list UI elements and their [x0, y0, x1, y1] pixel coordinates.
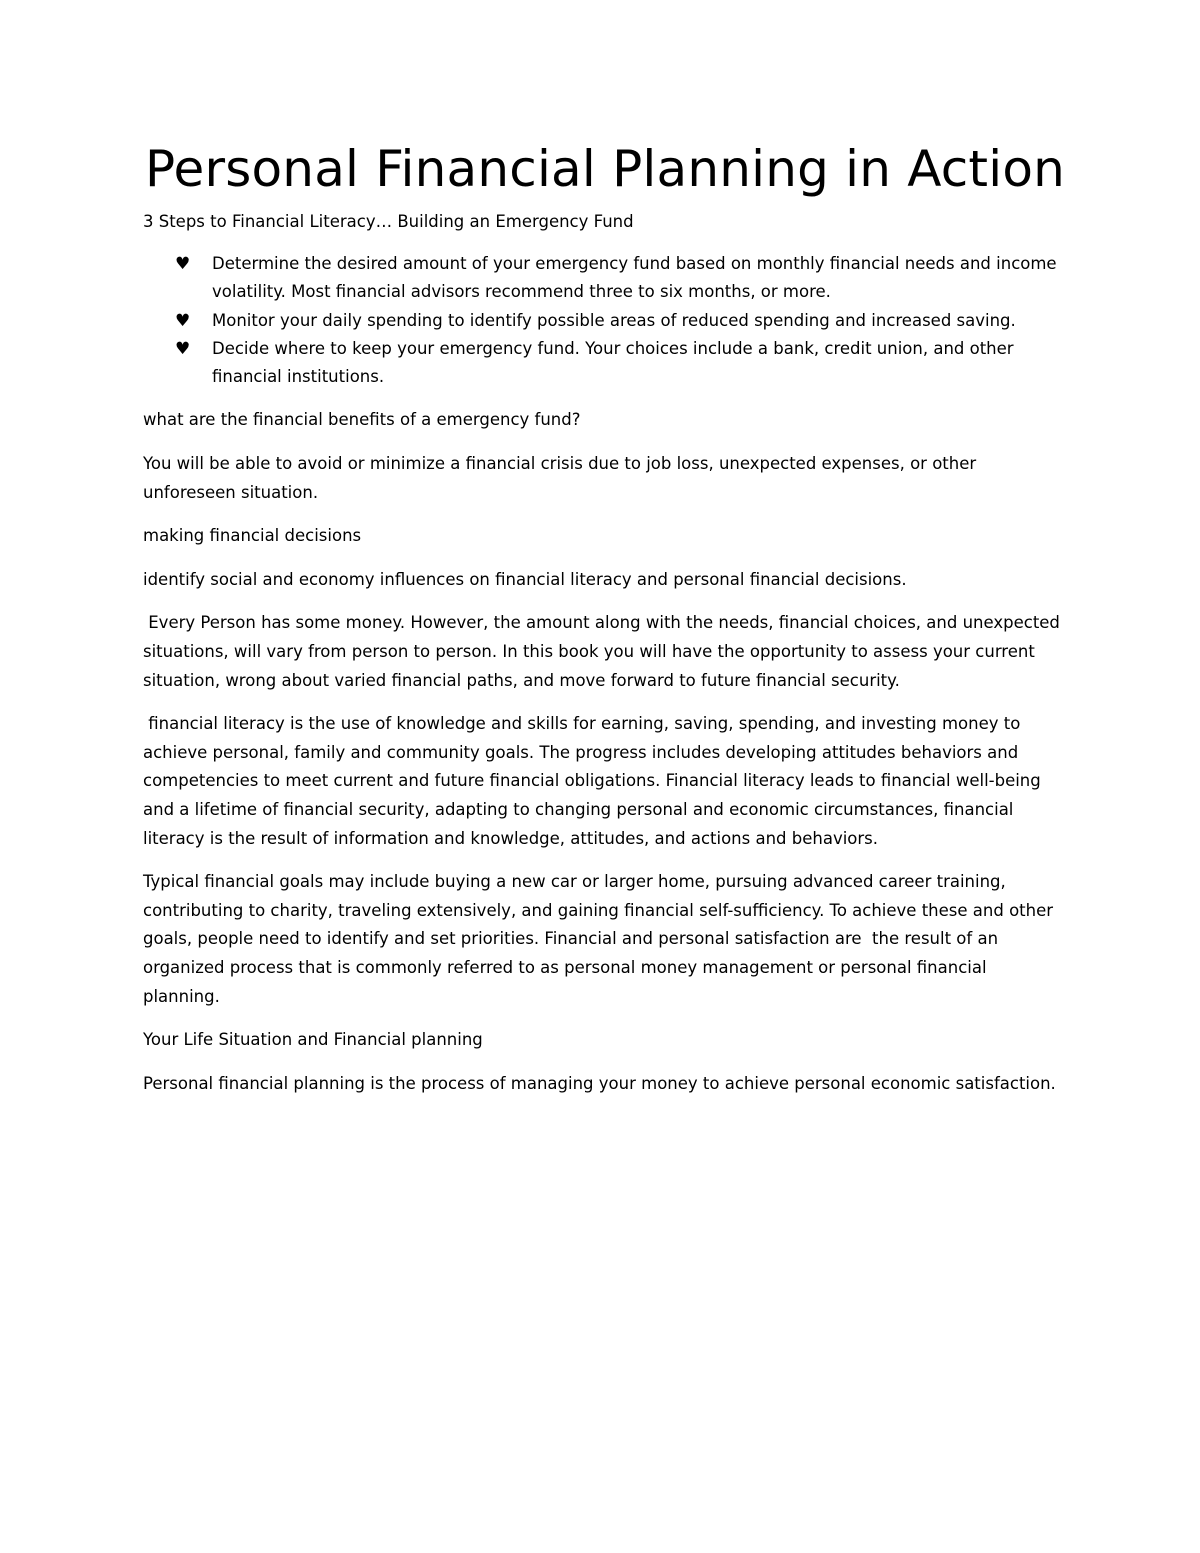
list-item: [143, 335, 1067, 392]
step-text: Monitor your daily spending to identify possible areas of reduced spending and increased saving.: [212, 310, 1016, 330]
heart-icon: ♥: [175, 310, 191, 331]
step-text: Determine the desired amount of your emergency fund based on monthly financial needs and income volatility. Most financial advisors recommend three to six months, or more.: [212, 254, 1057, 302]
body-paragraph: Every Person has some money. However, the amount along with the needs, financial choices, and unexpected situations, will vary from person to person. In this book you will have the opportunity to assess your current situation, wrong about varied financial paths, and move forward to future financial security.: [143, 613, 1066, 690]
list-item: [143, 307, 1067, 335]
list-item: [143, 250, 1067, 307]
objective-paragraph: identify social and economy influences on financial literacy and personal financial decisions.: [143, 569, 907, 589]
heart-icon: ♥: [175, 254, 191, 274]
body-paragraph: financial literacy is the use of knowledge and skills for earning, saving, spending, and investing money to achieve personal, family and community goals. The progress includes developing attitudes behaviors and competencies to meet current and future financial obligations. Financial literacy leads to financial well-being and a lifetime of financial security, adapting to changing personal and economic circumstances, financial literacy is the result of information and knowledge, attitudes, and actions and behaviors.: [143, 714, 1046, 848]
document-body: [143, 138, 1067, 1098]
step-text: Decide where to keep your emergency fund. Your choices include a bank, credit union, and other financial institutions.: [212, 338, 1014, 387]
section-heading: Your Life Situation and Financial planning: [143, 1030, 483, 1050]
heart-icon: ♥: [175, 338, 191, 359]
steps-list: [143, 250, 1067, 391]
section-heading: making financial decisions: [143, 526, 362, 546]
question-heading: what are the financial benefits of a emergency fund?: [143, 410, 581, 430]
section-subtitle: 3 Steps to Financial Literacy… Building an Emergency Fund: [143, 212, 634, 231]
body-paragraph: Typical financial goals may include buying a new car or larger home, pursuing advanced career training, contributing to charity, traveling extensively, and gaining financial self-sufficiency. To achieve these and other goals, people need to identify and set priorities. Financial and personal satisfaction are the result of an organized process that is commonly referred to as personal money management or personal financial planning.: [143, 872, 1059, 1006]
answer-paragraph: You will be able to avoid or minimize a financial crisis due to job loss, unexpected expenses, or other unforeseen situation.: [143, 454, 977, 502]
document-title: Personal Financial Planning in Action: [144, 140, 1066, 198]
body-paragraph: Personal financial planning is the process of managing your money to achieve personal economic satisfaction.: [143, 1073, 1056, 1093]
